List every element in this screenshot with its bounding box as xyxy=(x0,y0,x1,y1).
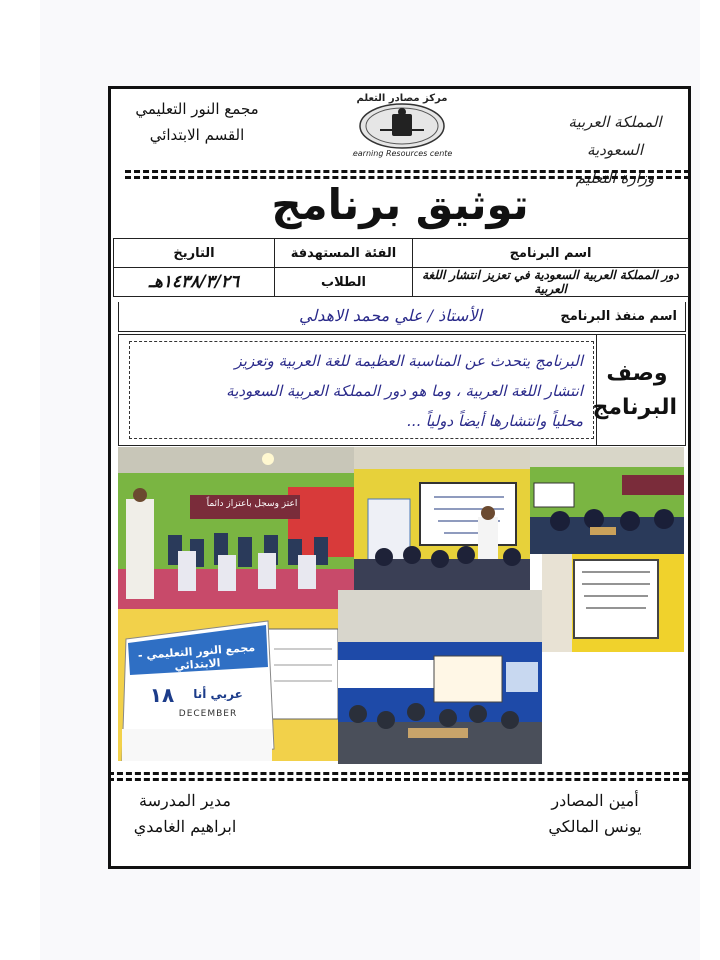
executor-name: الأستاذ / علي محمد الاهدلي xyxy=(299,306,482,325)
description-box xyxy=(118,334,686,446)
librarian-title: أمين المصادر xyxy=(551,791,639,810)
program-info-table xyxy=(113,238,689,297)
header-program-name: اسم البرنامج xyxy=(413,239,689,268)
value-target: الطلاب xyxy=(275,268,413,297)
description-line3: محلياً وانتشارها أيضاً دولياً ... xyxy=(406,412,583,430)
ministry-line2: وزارة التعليم xyxy=(575,169,655,187)
signature-librarian xyxy=(510,788,680,840)
header-target: الفئة المستهدفة xyxy=(275,239,413,268)
poster-subtitle: عربي أنا xyxy=(193,687,243,701)
description-label-line2: البرنامج xyxy=(592,395,677,420)
poster-number: ١٨ xyxy=(149,683,175,707)
logo-arabic-text: مركز مصادر التعلم xyxy=(356,93,448,104)
photo-classroom-blue xyxy=(338,590,542,764)
photo-whiteboard-yellow xyxy=(542,554,684,652)
librarian-name: يونس المالكي xyxy=(548,817,642,836)
description-label xyxy=(592,357,677,425)
signature-principal xyxy=(110,788,260,840)
photo-classroom-green xyxy=(118,447,354,609)
school-name-line1: مجمع النور التعليمي xyxy=(135,100,259,118)
dashed-divider xyxy=(125,170,690,173)
description-label-line1: وصف xyxy=(606,361,668,386)
dashed-divider xyxy=(108,778,688,781)
description-text-box xyxy=(129,341,594,439)
dashed-divider xyxy=(108,772,688,775)
executor-label: اسم منفذ البرنامج xyxy=(560,309,677,324)
banner-text: اعتز وسجل باعتزاز دائماً xyxy=(206,499,298,509)
school-name-line2: القسم الابتدائي xyxy=(149,126,245,144)
photo-classroom-right xyxy=(530,447,684,554)
description-line1: البرنامج يتحدث عن المناسبة العظيمة للغة العربية وتعزيز xyxy=(234,352,583,370)
dashed-divider xyxy=(125,176,690,179)
description-line2: انتشار اللغة العربية ، وما هو دور المملكة العربية السعودية xyxy=(226,382,583,400)
executor-row xyxy=(118,302,686,332)
school-name xyxy=(122,96,272,148)
photo-teacher-whiteboard xyxy=(354,447,530,590)
page-title: توثيق برنامج xyxy=(271,180,529,229)
poster-month: DECEMBER xyxy=(178,709,238,719)
poster-title: مجمع النور التعليمي - الابتدائي xyxy=(137,640,256,673)
value-date: ١٤٣٨/٣/٢٦هـ xyxy=(114,268,275,297)
header-date: التاريخ xyxy=(114,239,275,268)
principal-name: ابراهيم الغامدي xyxy=(133,817,237,836)
ministry-line1: المملكة العربية السعودية xyxy=(568,113,662,159)
photo-poster xyxy=(118,609,338,761)
description-text xyxy=(133,346,583,436)
principal-title: مدير المدرسة xyxy=(138,791,231,810)
value-program-name: دور المملكة العربية السعودية في تعزيز انتشار اللغة العربية xyxy=(413,268,689,297)
logo-english-text: Learning Resources center xyxy=(352,149,452,158)
learning-resources-logo xyxy=(352,90,452,160)
